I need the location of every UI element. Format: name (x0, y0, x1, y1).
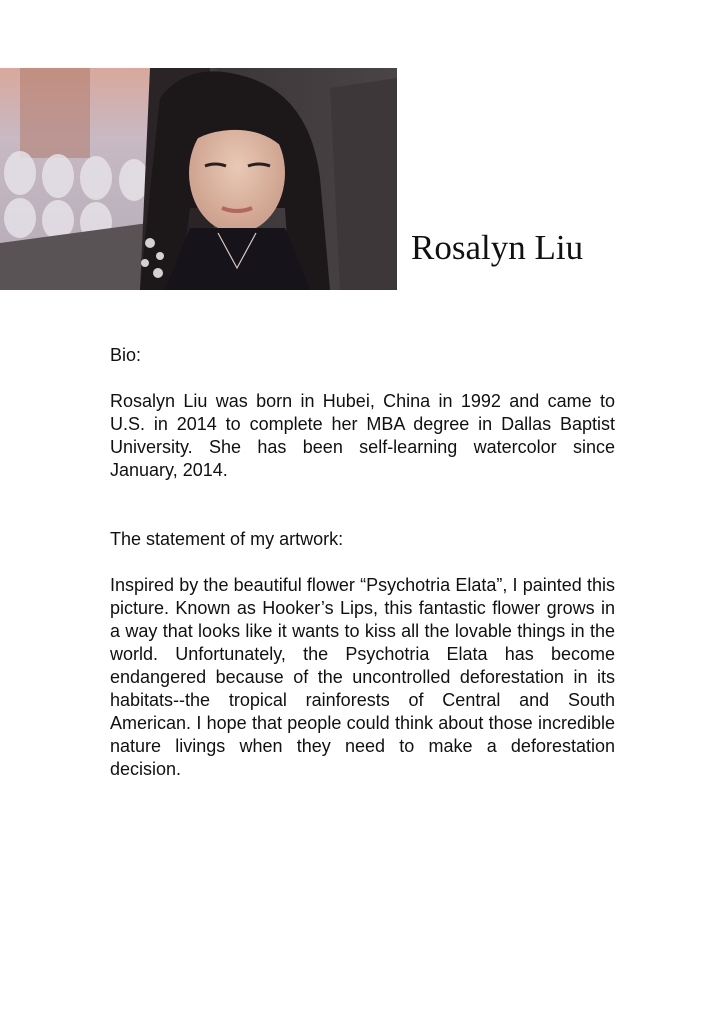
bio-text: Rosalyn Liu was born in Hubei, China in 1992 and came to U.S. in 2014 to complete her MBA degree in Dallas Baptist University. She has been self-learning watercolor since January, 2014. (110, 391, 615, 480)
portrait-illustration (0, 68, 397, 290)
portrait-photo (0, 68, 397, 290)
spacer (110, 551, 615, 574)
spacer (110, 367, 615, 390)
bio-heading: Bio: (110, 345, 142, 365)
spacer (110, 482, 615, 528)
artist-name: Rosalyn Liu (411, 228, 584, 267)
document-body (110, 344, 615, 781)
statement-text: Inspired by the beautiful flower “Psychotria Elata”, I painted this picture. Known as Hooker’s Lips, this fantastic flower grows in a way that looks like it wants to kiss all the lovable things in the world. Unfortunately, the Psychotria Elata has become endangered because of the uncontrolled deforestation in its habitats--the tropical rainforests of Central and South American. I hope that people could think about those incredible nature livings when they need to make a deforestation decision. (110, 575, 615, 779)
statement-heading: The statement of my artwork: (110, 529, 344, 549)
